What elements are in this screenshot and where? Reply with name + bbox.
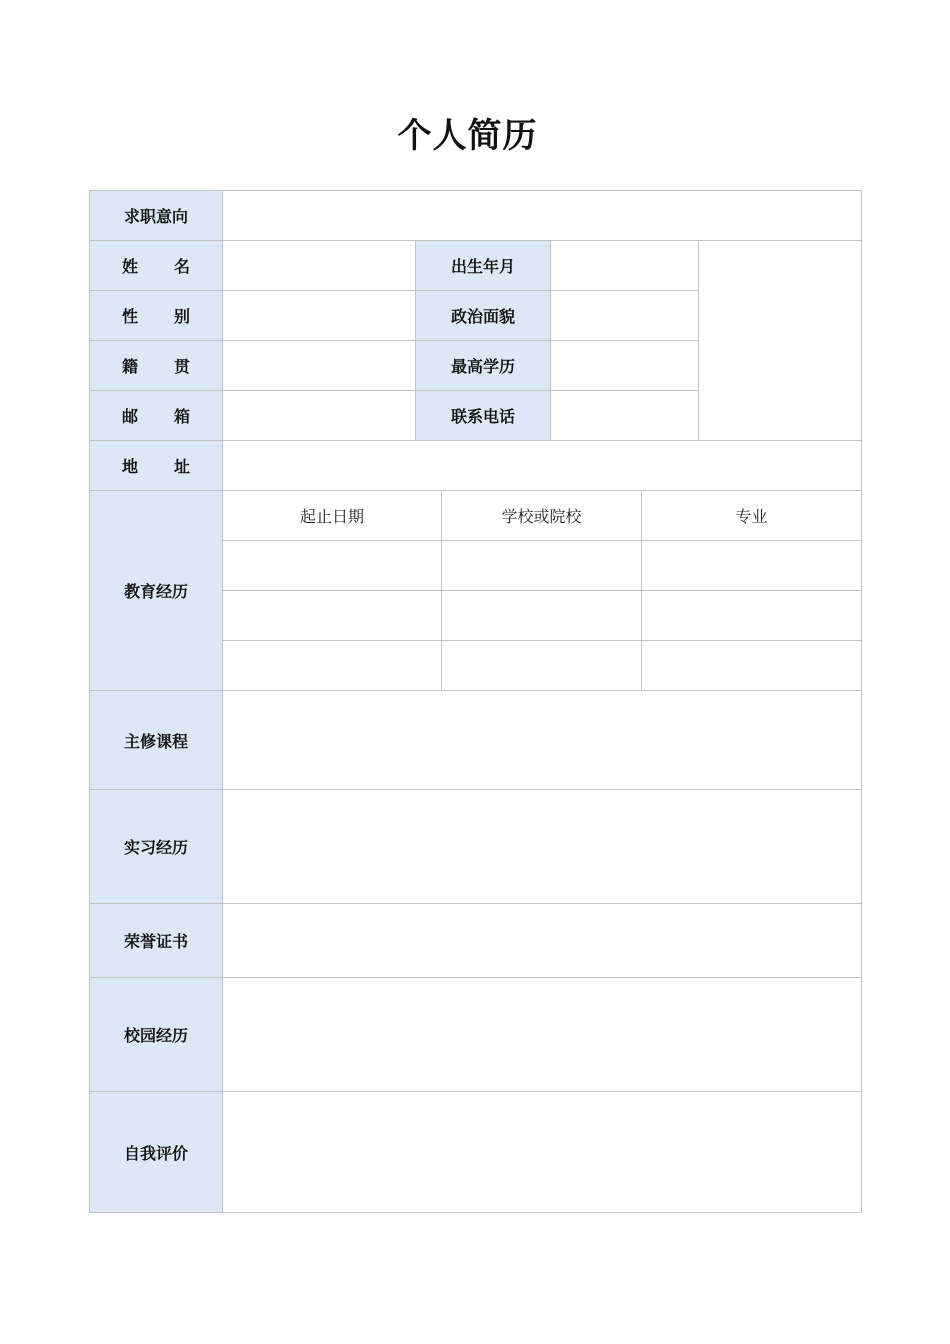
- edu-row-1-school[interactable]: [442, 541, 642, 591]
- label-origin-char-2: 贯: [173, 357, 190, 376]
- label-origin: [90, 341, 223, 391]
- label-courses: 主修课程: [90, 691, 223, 790]
- campus-field[interactable]: [223, 978, 862, 1092]
- label-degree: 最高学历: [416, 341, 551, 391]
- label-phone: 联系电话: [416, 391, 551, 441]
- resume-table: [89, 190, 862, 1213]
- phone-field[interactable]: [551, 391, 699, 441]
- edu-row-2-major[interactable]: [642, 591, 862, 641]
- label-campus: 校园经历: [90, 978, 223, 1092]
- label-address-char-2: 址: [173, 457, 190, 476]
- edu-row-1-major[interactable]: [642, 541, 862, 591]
- label-address-char-1: 地: [122, 457, 139, 476]
- courses-field[interactable]: [223, 691, 862, 790]
- degree-field[interactable]: [551, 341, 699, 391]
- edu-row-3-dates[interactable]: [223, 641, 442, 691]
- name-field[interactable]: [223, 241, 416, 291]
- internship-field[interactable]: [223, 790, 862, 904]
- label-email-char-1: 邮: [122, 407, 139, 426]
- label-honors: 荣誉证书: [90, 904, 223, 978]
- edu-header-dates: 起止日期: [223, 491, 442, 541]
- edu-row-3-major[interactable]: [642, 641, 862, 691]
- job-intention-field[interactable]: [223, 191, 862, 241]
- label-job-intention: 求职意向: [90, 191, 223, 241]
- label-address: [90, 441, 223, 491]
- edu-header-school: 学校或院校: [442, 491, 642, 541]
- edu-header-major: 专业: [642, 491, 862, 541]
- label-self-eval: 自我评价: [90, 1092, 223, 1213]
- edu-row-3-school[interactable]: [442, 641, 642, 691]
- gender-field[interactable]: [223, 291, 416, 341]
- label-birth: 出生年月: [416, 241, 551, 291]
- page-title: 个人简历: [397, 116, 538, 156]
- edu-row-2-school[interactable]: [442, 591, 642, 641]
- label-gender-char-2: 别: [173, 307, 190, 326]
- label-email-char-2: 箱: [173, 407, 190, 426]
- label-origin-char-1: 籍: [122, 357, 139, 376]
- label-name: [90, 241, 223, 291]
- label-gender-char-1: 性: [122, 307, 139, 326]
- self-eval-field[interactable]: [223, 1092, 862, 1213]
- label-internship: 实习经历: [90, 790, 223, 904]
- email-field[interactable]: [223, 391, 416, 441]
- edu-row-2-dates[interactable]: [223, 591, 442, 641]
- label-political: 政治面貌: [416, 291, 551, 341]
- birth-field[interactable]: [551, 241, 699, 291]
- address-field[interactable]: [223, 441, 862, 491]
- origin-field[interactable]: [223, 341, 416, 391]
- photo-area[interactable]: [699, 241, 862, 441]
- edu-row-1-dates[interactable]: [223, 541, 442, 591]
- label-gender: [90, 291, 223, 341]
- political-field[interactable]: [551, 291, 699, 341]
- label-education: 教育经历: [90, 491, 223, 691]
- label-name-char-2: 名: [173, 257, 190, 276]
- label-email: [90, 391, 223, 441]
- honors-field[interactable]: [223, 904, 862, 978]
- label-name-char-1: 姓: [122, 257, 139, 276]
